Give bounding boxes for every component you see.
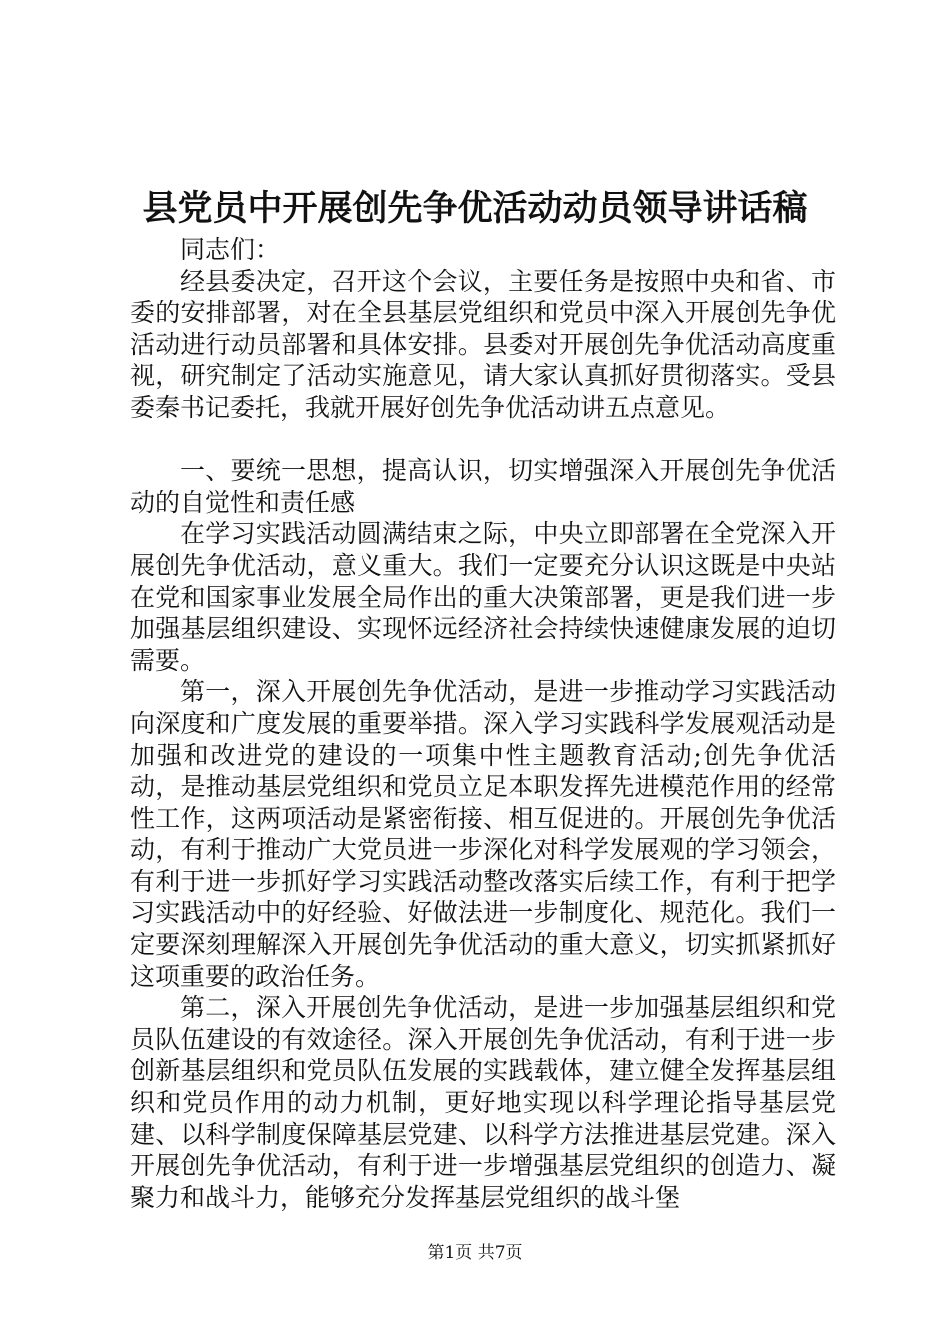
page-number-footer: 第1页 共7页 bbox=[427, 1243, 523, 1263]
paragraph-background: 在学习实践活动圆满结束之际，中央立即部署在全党深入开展创先争优活动，意义重大。我们一定要充分认识这既是中央站在党和国家事业发展全局作出的重大决策部署，更是我们进一步加强基层组织建设、实现怀远经济社会持续快速健康发展的迫切需要。 bbox=[130, 519, 836, 675]
salutation: 同志们： bbox=[180, 235, 281, 264]
document-title: 县党员中开展创先争优活动动员领导讲话稿 bbox=[142, 188, 808, 229]
document-body bbox=[130, 234, 836, 1213]
paragraph-point-2: 第二，深入开展创先争优活动，是进一步加强基层组织和党员队伍建设的有效途径。深入开展创先争优活动，有利于进一步创新基层组织和党员队伍发展的实践载体，建立健全发挥基层组织和党员作用的动力机制，更好地实现以科学理论指导基层党建、以科学制度保障基层党建、以科学方法推进基层党建。深入开展创先争优活动，有利于进一步增强基层党组织的创造力、凝聚力和战斗力，能够充分发挥基层党组织的战斗堡 bbox=[130, 993, 836, 1212]
section-heading-1: 一、要统一思想，提高认识，切实增强深入开展创先争优活动的自觉性和责任感 bbox=[130, 456, 836, 517]
paragraph-point-1: 第一，深入开展创先争优活动，是进一步推动学习实践活动向深度和广度发展的重要举措。深入学习实践科学发展观活动是加强和改进党的建设的一项集中性主题教育活动;创先争优活动，是推动基层党组织和党员立足本职发挥先进模范作用的经常性工作，这两项活动是紧密衔接、相互促进的。开展创先争优活动，有利于推动广大党员进一步深化对科学发展观的学习领会，有利于进一步抓好学习实践活动整改落实后续工作，有利于把学习实践活动中的好经验、好做法进一步制度化、规范化。我们一定要深刻理解深入开展创先争优活动的重大意义，切实抓紧抓好这项重要的政治任务。 bbox=[130, 677, 836, 991]
paragraph-intro: 经县委决定，召开这个会议，主要任务是按照中央和省、市委的安排部署，对在全县基层党组织和党员中深入开展创先争优活动进行动员部署和具体安排。县委对开展创先争优活动高度重视，研究制定了活动实施意见，请大家认真抓好贯彻落实。受县委秦书记委托，我就开展好创先争优活动讲五点意见。 bbox=[130, 266, 836, 422]
